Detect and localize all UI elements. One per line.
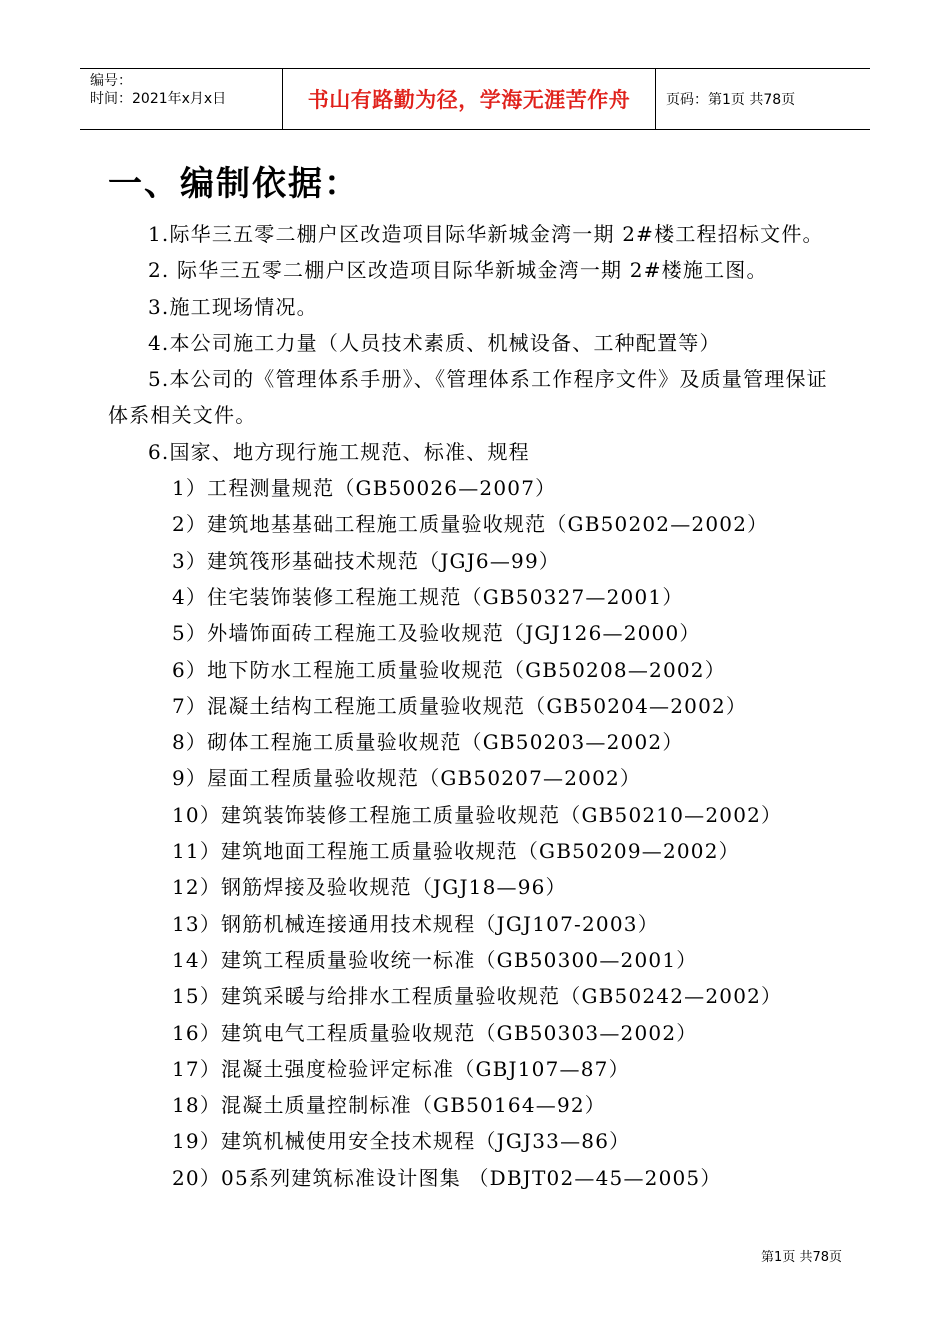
page-header bbox=[80, 68, 870, 130]
standard-item: 10）建筑装饰装修工程施工质量验收规范（GB50210—2002） bbox=[172, 802, 783, 827]
standard-item: 6）地下防水工程施工质量验收规范（GB50208—2002） bbox=[172, 657, 726, 682]
header-motto: 书山有路勤为径，学海无涯苦作舟 bbox=[283, 69, 656, 129]
standard-item: 11）建筑地面工程施工质量验收规范（GB50209—2002） bbox=[172, 839, 740, 864]
header-meta bbox=[80, 69, 283, 129]
standard-item: 13）钢筋机械连接通用技术规程（JGJ107-2003） bbox=[172, 911, 659, 936]
basis-paragraph-2: 2. 际华三五零二棚户区改造项目际华新城金湾一期 2#楼施工图。 bbox=[148, 258, 768, 283]
standard-item: 8）砌体工程施工质量验收规范（GB50203—2002） bbox=[172, 730, 684, 755]
standard-item: 4）住宅装饰装修工程施工规范（GB50327—2001） bbox=[172, 584, 684, 609]
document-body bbox=[108, 216, 848, 1196]
standards-list bbox=[108, 470, 848, 1196]
section-title: 一、编制依据： bbox=[108, 164, 360, 204]
document-number-label: 编号： bbox=[90, 73, 132, 89]
standard-item: 1）工程测量规范（GB50026—2007） bbox=[172, 476, 557, 501]
standard-item: 12）钢筋焊接及验收规范（JGJ18—96） bbox=[172, 875, 567, 900]
standard-item: 2）建筑地基基础工程施工质量验收规范（GB50202—2002） bbox=[172, 512, 769, 537]
standard-item: 18）混凝土质量控制标准（GB50164—92） bbox=[172, 1093, 606, 1118]
standard-item: 3）建筑筏形基础技术规范（JGJ6—99） bbox=[172, 548, 561, 573]
basis-paragraph-1: 1.际华三五零二棚户区改造项目际华新城金湾一期 2#楼工程招标文件。 bbox=[148, 222, 824, 246]
standard-item: 7）混凝土结构工程施工质量验收规范（GB50204—2002） bbox=[172, 693, 748, 718]
standard-item: 16）建筑电气工程质量验收规范（GB50303—2002） bbox=[172, 1020, 698, 1045]
standard-item: 5）外墙饰面砖工程施工及验收规范（JGJ126—2000） bbox=[172, 621, 701, 646]
standard-item: 20）05系列建筑标准设计图集 （DBJT02—45—2005） bbox=[172, 1165, 722, 1190]
header-page-info: 页码：第1页 共78页 bbox=[666, 92, 796, 108]
basis-paragraph-4: 4.本公司施工力量（人员技术素质、机械设备、工种配置等） bbox=[148, 330, 721, 355]
standard-item: 9）屋面工程质量验收规范（GB50207—2002） bbox=[172, 766, 642, 791]
basis-paragraph-5: 5.本公司的《管理体系手册》、《管理体系工作程序文件》及质量管理保证体系相关文件。 bbox=[108, 367, 828, 428]
standard-item: 15）建筑采暖与给排水工程质量验收规范（GB50242—2002） bbox=[172, 984, 783, 1009]
basis-paragraph-6: 6.国家、地方现行施工规范、标准、规程 bbox=[148, 439, 530, 464]
page-footer: 第1页 共78页 bbox=[761, 1250, 842, 1265]
basis-paragraph-3: 3.施工现场情况。 bbox=[148, 294, 318, 319]
standard-item: 17）混凝土强度检验评定标准（GBJ107—87） bbox=[172, 1056, 630, 1081]
standard-item: 14）建筑工程质量验收统一标准（GB50300—2001） bbox=[172, 947, 698, 972]
standard-item: 19）建筑机械使用安全技术规程（JGJ33—86） bbox=[172, 1129, 631, 1154]
document-time-label: 时间：2021年x月x日 bbox=[90, 91, 227, 107]
